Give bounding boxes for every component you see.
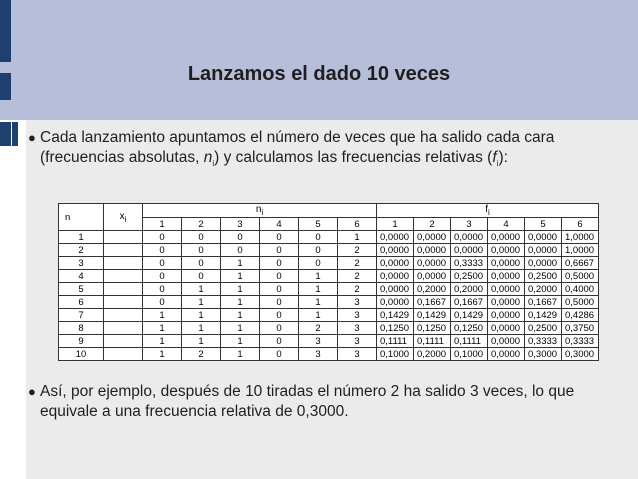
cell-fi: 0,0000 [414,270,451,283]
cell-ni: 0 [260,309,299,322]
cell-fi: 0,3000 [525,348,562,361]
cell-fi: 0,1429 [525,309,562,322]
cell-fi: 0,3000 [562,348,599,361]
cell-fi: 0,1111 [377,335,414,348]
cell-fi: 0,0000 [451,231,488,244]
header-x: $x_i$ [104,204,143,231]
cell-ni: 0 [260,322,299,335]
cell-ni: 1 [182,322,221,335]
cell-fi: 0,0000 [488,335,525,348]
cell-fi: 0,0000 [377,257,414,270]
row-x-empty [104,270,143,283]
bullet-2-text: Así, por ejemplo, después de 10 tiradas el número 2 ha salido 3 veces, lo que equivale a una frecuencia relativa de 0,3000. [40,383,575,420]
cell-ni: 0 [182,244,221,257]
row-n: 3 [59,257,104,270]
table-row [59,231,599,244]
cell-ni: 0 [143,283,182,296]
cell-ni: 2 [338,283,377,296]
table-row [59,348,599,361]
row-n: 10 [59,348,104,361]
cell-ni: 2 [338,257,377,270]
row-n: 7 [59,309,104,322]
cell-fi: 0,2000 [414,283,451,296]
cell-ni: 2 [182,348,221,361]
cell-fi: 0,5000 [562,270,599,283]
cell-ni: 0 [299,231,338,244]
cell-fi: 0,0000 [414,257,451,270]
cell-ni: 3 [338,322,377,335]
cell-ni: 1 [338,231,377,244]
cell-fi: 0,0000 [488,322,525,335]
cell-fi: 0,1667 [414,296,451,309]
row-n: 5 [59,283,104,296]
cell-ni: 1 [182,309,221,322]
cell-ni: 1 [143,335,182,348]
row-x-empty [104,296,143,309]
bullet-dot-icon: ● [28,130,36,145]
cell-fi: 0,3333 [562,335,599,348]
cell-ni: 2 [299,322,338,335]
cell-fi: 0,1429 [451,309,488,322]
cell-fi: 0,1111 [414,335,451,348]
cell-ni: 3 [338,309,377,322]
cell-ni: 0 [143,257,182,270]
cell-ni: 0 [260,335,299,348]
cell-ni: 1 [143,348,182,361]
cell-ni: 0 [143,244,182,257]
frequency-table [58,203,599,361]
row-x-empty [104,257,143,270]
face-header-fi-4: 4 [488,218,525,231]
cell-ni: 1 [221,335,260,348]
row-n: 8 [59,322,104,335]
face-header-ni-4: 4 [260,218,299,231]
header-n: n [59,204,104,231]
cell-fi: 0,2000 [525,283,562,296]
cell-ni: 1 [143,309,182,322]
cell-fi: 0,0000 [488,348,525,361]
cell-fi: 0,0000 [525,244,562,257]
cell-ni: 3 [338,296,377,309]
cell-ni: 0 [182,270,221,283]
cell-fi: 0,0000 [377,296,414,309]
face-header-ni-1: 1 [143,218,182,231]
cell-fi: 1,0000 [562,244,599,257]
cell-fi: 0,1667 [451,296,488,309]
cell-ni: 0 [260,296,299,309]
cell-ni: 1 [299,270,338,283]
cell-fi: 0,2500 [525,270,562,283]
header-ni: $n_i$ [143,204,377,218]
table-row [59,244,599,257]
cell-ni: 0 [143,296,182,309]
cell-ni: 0 [182,257,221,270]
table-row [59,335,599,348]
cell-fi: 0,5000 [562,296,599,309]
face-header-fi-3: 3 [451,218,488,231]
cell-ni: 0 [260,270,299,283]
decor-bar-top [0,0,11,62]
cell-ni: 1 [182,296,221,309]
cell-fi: 0,3333 [525,335,562,348]
cell-fi: 0,1250 [377,322,414,335]
cell-fi: 0,0000 [377,244,414,257]
decor-bar-right [12,122,18,146]
table-row [59,257,599,270]
cell-ni: 1 [221,257,260,270]
cell-ni: 3 [338,335,377,348]
table-row [59,322,599,335]
cell-ni: 1 [221,283,260,296]
bullet-dot-icon: ● [28,384,36,399]
cell-fi: 0,4286 [562,309,599,322]
cell-fi: 0,0000 [377,231,414,244]
row-x-empty [104,231,143,244]
cell-fi: 0,0000 [525,257,562,270]
cell-fi: 0,4000 [562,283,599,296]
cell-ni: 0 [260,244,299,257]
cell-fi: 0,0000 [451,244,488,257]
cell-ni: 2 [338,244,377,257]
cell-fi: 0,0000 [488,296,525,309]
row-x-empty [104,309,143,322]
cell-fi: 0,0000 [488,244,525,257]
header-fi: $f_i$ [377,204,599,218]
table-row [59,270,599,283]
face-header-fi-1: 1 [377,218,414,231]
cell-ni: 3 [338,348,377,361]
cell-fi: 0,0000 [488,283,525,296]
cell-ni: 0 [260,348,299,361]
cell-fi: 0,1667 [525,296,562,309]
cell-ni: 1 [299,309,338,322]
cell-fi: 0,0000 [488,231,525,244]
cell-ni: 2 [338,270,377,283]
slide-title: Lanzamos el dado 10 veces [187,63,451,85]
cell-ni: 1 [299,296,338,309]
row-n: 6 [59,296,104,309]
cell-fi: 0,2500 [525,322,562,335]
face-header-fi-2: 2 [414,218,451,231]
face-header-ni-5: 5 [299,218,338,231]
cell-ni: 0 [182,231,221,244]
cell-fi: 0,0000 [488,257,525,270]
cell-ni: 1 [221,322,260,335]
cell-ni: 0 [143,231,182,244]
cell-fi: 0,2000 [451,283,488,296]
row-x-empty [104,283,143,296]
cell-fi: 0,0000 [414,231,451,244]
row-x-empty [104,335,143,348]
bullet-1-text: Cada lanzamiento apuntamos el número de veces que ha salido cada cara (frecuencias absolutas, $n_i$) y calculamos las frecuencias relativas $(f_i)$: [40,129,555,169]
cell-ni: 1 [299,283,338,296]
cell-ni: 1 [221,296,260,309]
cell-fi: 0,1429 [377,309,414,322]
cell-ni: 1 [182,335,221,348]
cell-fi: 1,0000 [562,231,599,244]
cell-fi: 0,2500 [451,270,488,283]
cell-fi: 0,0000 [377,270,414,283]
row-x-empty [104,322,143,335]
cell-ni: 3 [299,348,338,361]
cell-ni: 0 [260,231,299,244]
cell-ni: 0 [221,231,260,244]
cell-fi: 0,1000 [377,348,414,361]
cell-ni: 0 [299,244,338,257]
title-band [0,0,638,120]
cell-fi: 0,0000 [488,270,525,283]
cell-fi: 0,1250 [414,322,451,335]
table-row [59,283,599,296]
cell-ni: 1 [221,309,260,322]
cell-fi: 0,3750 [562,322,599,335]
cell-ni: 0 [221,244,260,257]
table-row [59,309,599,322]
cell-fi: 0,0000 [377,283,414,296]
cell-fi: 0,1429 [414,309,451,322]
cell-fi: 0,1000 [451,348,488,361]
cell-fi: 0,6667 [562,257,599,270]
bullet-1 [28,128,560,174]
cell-fi: 0,2000 [414,348,451,361]
face-header-ni-6: 6 [338,218,377,231]
face-header-ni-2: 2 [182,218,221,231]
row-x-empty [104,348,143,361]
cell-ni: 1 [143,322,182,335]
cell-fi: 0,0000 [525,231,562,244]
cell-ni: 1 [221,348,260,361]
row-n: 1 [59,231,104,244]
face-header-fi-5: 5 [525,218,562,231]
table-row [59,296,599,309]
row-n: 4 [59,270,104,283]
decor-bar-lower [0,122,11,146]
cell-ni: 1 [221,270,260,283]
bullet-2 [28,382,600,422]
face-header-ni-3: 3 [221,218,260,231]
face-header-fi-6: 6 [562,218,599,231]
row-n: 2 [59,244,104,257]
cell-ni: 0 [260,257,299,270]
cell-fi: 0,0000 [414,244,451,257]
cell-fi: 0,1111 [451,335,488,348]
cell-ni: 3 [299,335,338,348]
cell-fi: 0,0000 [488,309,525,322]
cell-ni: 0 [260,283,299,296]
cell-ni: 0 [143,270,182,283]
row-x-empty [104,244,143,257]
cell-fi: 0,3333 [451,257,488,270]
row-n: 9 [59,335,104,348]
cell-fi: 0,1250 [451,322,488,335]
cell-ni: 1 [182,283,221,296]
cell-ni: 0 [299,257,338,270]
